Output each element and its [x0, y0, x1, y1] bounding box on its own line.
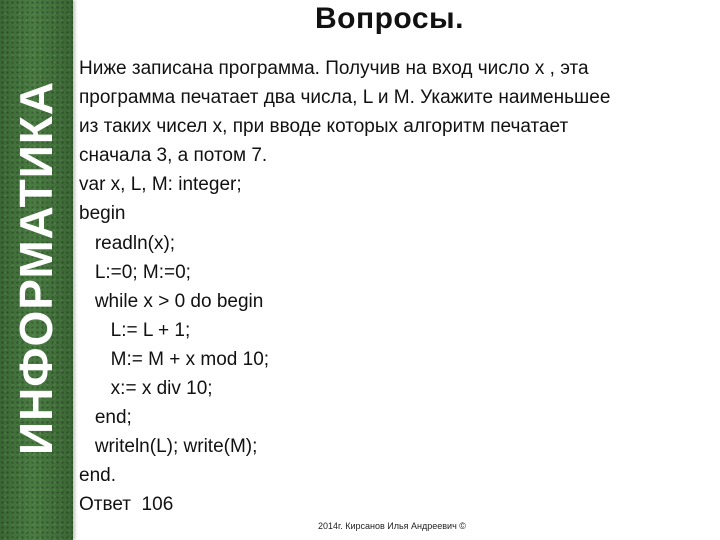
question-line: Ниже записана программа. Получив на вход число x , эта	[79, 58, 589, 79]
copyright-footer: 2014г. Кирсанов Илья Андреевич ©	[318, 521, 466, 531]
code-line: while x > 0 do begin	[79, 290, 264, 312]
code-line: begin	[79, 203, 126, 225]
code-line: end;	[79, 407, 132, 429]
code-line: writeln(L); write(M);	[79, 436, 258, 458]
code-line: x:= x div 10;	[79, 378, 213, 400]
code-line: L:=0; M:=0;	[79, 261, 191, 283]
question-body	[79, 54, 709, 520]
question-line: программа печатает два числа, L и M. Укажите наименьшее	[79, 87, 611, 109]
code-line: var x, L, M: integer;	[79, 174, 242, 196]
page-title: Вопросы.	[315, 2, 465, 35]
code-line: end.	[79, 465, 116, 487]
code-line: M:= M + x mod 10;	[79, 348, 270, 370]
sidebar-banner	[0, 0, 73, 540]
sidebar-title: ИНФОРМАТИКА	[10, 80, 62, 456]
code-line: L:= L + 1;	[79, 319, 191, 341]
answer-line: Ответ 106	[79, 494, 174, 516]
question-line: сначала 3, а потом 7.	[79, 145, 268, 167]
code-line: readln(x);	[79, 232, 176, 254]
question-line: из таких чисел x, при вводе которых алгоритм печатает	[79, 116, 569, 138]
